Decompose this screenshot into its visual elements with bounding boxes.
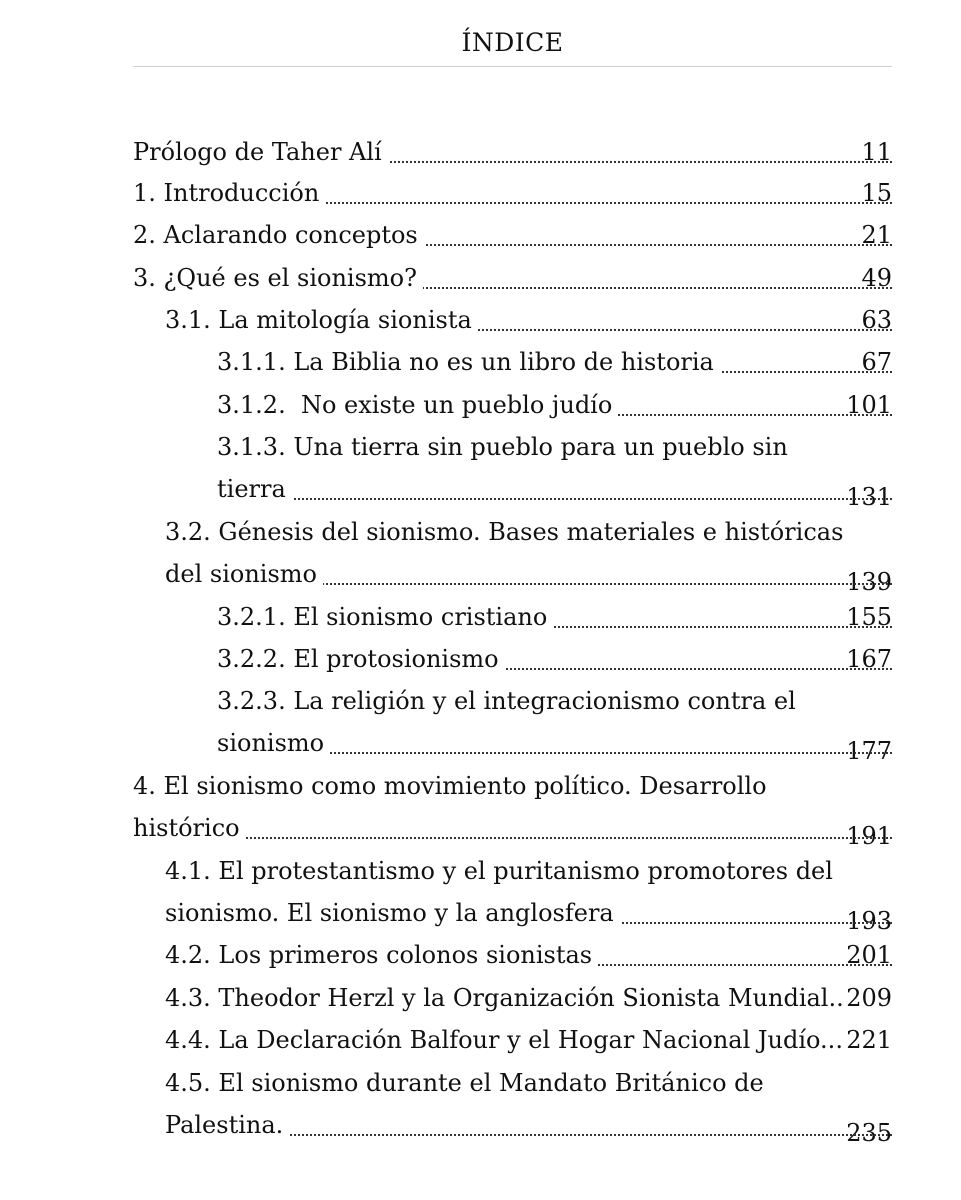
toc-entry[interactable] (165, 1019, 892, 1061)
toc-entry[interactable] (217, 341, 892, 383)
toc-entry-title: 3. ¿Qué es el sionismo? (133, 264, 423, 292)
toc-entry[interactable] (217, 384, 892, 426)
toc-entry-title: 3.1.1. La Biblia no es un libro de historia (217, 348, 720, 376)
toc-entry-title-line2: tierra (217, 475, 292, 503)
toc-entry[interactable] (165, 299, 892, 341)
toc-entry-page: 131 (846, 476, 892, 510)
toc-entry-page: 21 (861, 214, 892, 256)
toc-entry-title: 4.4. La Declaración Balfour y el Hogar Nacional Judío... (165, 1026, 843, 1054)
toc-entry-page: 167 (846, 638, 892, 680)
toc-entry-title-line1: 4. El sionismo como movimiento político. Desarrollo (133, 772, 767, 800)
toc-entry-title: 4.2. Los primeros colonos sionistas (165, 941, 598, 969)
toc-entry-title: Prólogo de Taher Alí (133, 138, 388, 166)
toc-entry-page: 101 (846, 384, 892, 426)
toc-entry-page: 49 (861, 257, 892, 299)
toc-entry-page: 209 (846, 977, 892, 1019)
toc-entry-title-line1: 3.1.3. Una tierra sin pueblo para un pueblo sin (217, 433, 788, 461)
toc-entry-title: 3.1.2. No existe un pueblo judío (217, 391, 618, 419)
toc-entry-page: 67 (861, 341, 892, 383)
toc-entry[interactable] (133, 257, 892, 299)
toc-entry-title-line2: del sionismo (165, 560, 323, 588)
toc-entry[interactable] (217, 680, 892, 764)
toc-entry-title-line2: histórico (133, 814, 246, 842)
toc-entry[interactable] (217, 638, 892, 680)
toc-entry-title: 3.2.1. El sionismo cristiano (217, 603, 553, 631)
toc-entry-title: 2. Aclarando conceptos (133, 221, 424, 249)
toc-entry-title: 3.1. La mitología sionista (165, 306, 478, 334)
toc-entry-page: 177 (846, 730, 892, 764)
toc-entry-title: 3.2.2. El protosionismo (217, 645, 505, 673)
toc-entry-title: 1. Introducción (133, 179, 325, 207)
toc-entry[interactable] (165, 1062, 892, 1146)
toc-entry[interactable] (165, 977, 892, 1019)
toc-entry-title-line1: 4.1. El protestantismo y el puritanismo promotores del (165, 857, 833, 885)
toc-entry-page: 191 (846, 815, 892, 849)
toc-entry-title-line1: 4.5. El sionismo durante el Mandato Británico de (165, 1069, 764, 1097)
toc-entry[interactable] (165, 511, 892, 595)
toc-entry-page: 139 (846, 561, 892, 595)
toc-entry-page: 235 (846, 1112, 892, 1146)
toc-entry[interactable] (217, 596, 892, 638)
dot-leader (133, 837, 892, 839)
toc-entry-page: 201 (846, 934, 892, 976)
toc-entry-title-line1: 3.2.3. La religión y el integracionismo contra el (217, 687, 796, 715)
toc-entry[interactable] (165, 850, 892, 934)
toc-entry-page: 15 (861, 172, 892, 214)
toc-entry-title: 4.3. Theodor Herzl y la Organización Sionista Mundial.. (165, 984, 844, 1012)
toc-entry-title-line2: Palestina. (165, 1111, 289, 1139)
toc-entry-title-line2: sionismo. El sionismo y la anglosfera (165, 899, 620, 927)
toc-entry-page: 11 (861, 131, 892, 173)
toc-entry-title-line2: sionismo (217, 729, 330, 757)
dot-leader (217, 498, 892, 500)
toc-entry[interactable] (133, 765, 892, 849)
toc-entry-title-line1: 3.2. Génesis del sionismo. Bases materiales e históricas (165, 518, 844, 546)
toc-entry-page: 193 (846, 900, 892, 934)
toc-entry[interactable] (217, 426, 892, 510)
toc-entry[interactable] (133, 214, 892, 256)
toc-entry[interactable] (133, 131, 892, 173)
toc-entry[interactable] (165, 934, 892, 976)
toc-entry-page: 221 (846, 1019, 892, 1061)
page-title: ÍNDICE (461, 28, 564, 57)
toc-entry-page: 155 (846, 596, 892, 638)
toc-entry[interactable] (133, 172, 892, 214)
toc-entry-page: 63 (861, 299, 892, 341)
